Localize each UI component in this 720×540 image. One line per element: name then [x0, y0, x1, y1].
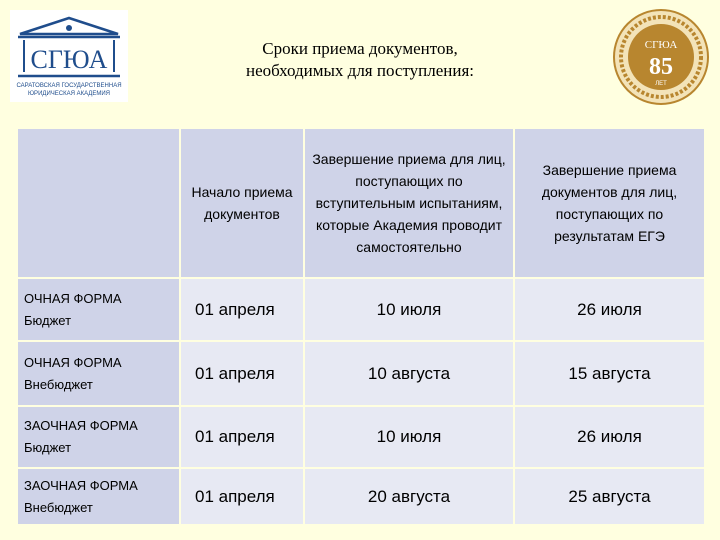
cell-end-exams: 10 июля — [304, 406, 514, 468]
row-label — [18, 468, 180, 524]
row-form: ЗАОЧНАЯ ФОРМА — [24, 418, 138, 433]
page-title-line-2: необходимых для поступления: — [245, 61, 475, 80]
logo-left-abbrev: СГЮА — [30, 45, 108, 74]
row-form: ОЧНАЯ ФОРМА — [24, 290, 122, 306]
logo-left-caption-2: ЮРИДИЧЕСКАЯ АКАДЕМИЯ — [28, 91, 110, 97]
seal-abbrev: СГЮА — [644, 39, 678, 51]
cell-start: 01 апреля — [180, 278, 304, 341]
row-funding: Внебюджет — [24, 376, 93, 392]
cell-end-ege: 26 июля — [514, 278, 704, 341]
cell-end-ege: 26 июля — [514, 406, 704, 468]
cell-start: 01 апреля — [180, 406, 304, 468]
page-title-line-1: Сроки приема документов, — [262, 39, 458, 58]
cell-end-ege: 15 августа — [514, 341, 704, 406]
cell-start: 01 апреля — [180, 341, 304, 406]
table-row — [18, 341, 704, 406]
cell-end-ege: 25 августа — [514, 468, 704, 524]
table-row — [18, 278, 704, 341]
seal-caption: ЛЕТ — [655, 81, 667, 87]
seal-number: 85 — [649, 54, 673, 80]
row-label — [18, 406, 180, 468]
table-row — [18, 468, 704, 524]
header-cell-end-ege: Завершение приема документов для лиц, поступающих по результатам ЕГЭ — [514, 129, 704, 278]
row-label — [18, 341, 180, 406]
academy-logo-left — [10, 10, 128, 102]
table-row — [18, 406, 704, 468]
row-funding: Внебюджет — [24, 499, 93, 515]
row-form: ЗАОЧНАЯ ФОРМА — [24, 477, 138, 493]
row-funding: Бюджет — [24, 312, 72, 328]
row-label — [18, 278, 180, 341]
page-title — [180, 38, 540, 82]
cell-end-exams: 10 августа — [304, 341, 514, 406]
admission-deadlines-table — [18, 129, 704, 524]
anniversary-seal-logo — [612, 8, 710, 106]
header-cell-end-exams: Завершение приема для лиц, поступающих по вступительным испытаниям, которые Академия проводит самостоятельно — [304, 129, 514, 278]
row-form: ОЧНАЯ ФОРМА — [24, 354, 122, 370]
cell-end-exams: 10 июля — [304, 278, 514, 341]
table-header-row — [18, 129, 704, 278]
header-cell-empty — [18, 129, 180, 278]
row-funding: Бюджет — [24, 440, 72, 455]
logo-left-caption-1: САРАТОВСКАЯ ГОСУДАРСТВЕННАЯ — [16, 83, 122, 89]
cell-end-exams: 20 августа — [304, 468, 514, 524]
header-cell-start: Начало приема документов — [180, 129, 304, 278]
cell-start: 01 апреля — [180, 468, 304, 524]
